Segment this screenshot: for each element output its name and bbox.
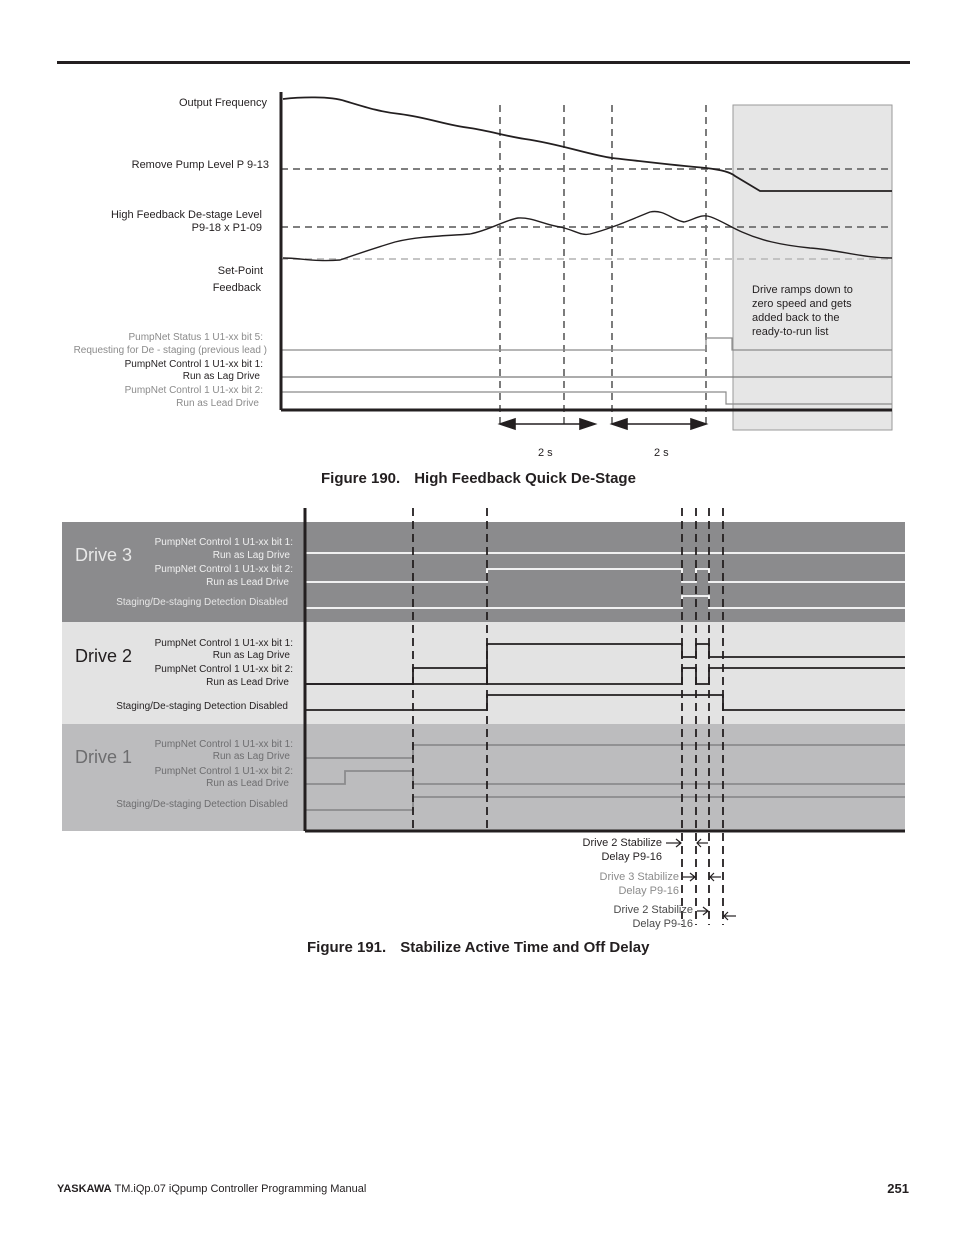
interval-label-2: 2 s xyxy=(654,447,669,459)
drive2-lag-label-2: Run as Lag Drive xyxy=(212,650,290,661)
drive3-lag-label-2: Run as Lag Drive xyxy=(212,550,290,561)
status-bit5-label-2: Requesting for De - staging (previous lead ) xyxy=(73,345,267,356)
setpoint-label: Set-Point xyxy=(217,265,263,277)
status-bit5-label-1: PumpNet Status 1 U1-xx bit 5: xyxy=(128,332,263,343)
lag-drive-label-2: Run as Lag Drive xyxy=(182,371,260,382)
drive3-lead-label-2: Run as Lead Drive xyxy=(206,577,289,588)
drive1-lag-label-1: PumpNet Control 1 U1-xx bit 1: xyxy=(154,739,293,750)
high-feedback-label-1: High Feedback De-stage Level xyxy=(110,209,262,221)
figure-190 xyxy=(0,80,954,487)
delay-c-label-2: Delay P9-16 xyxy=(632,918,693,930)
drive2-lead-label-1: PumpNet Control 1 U1-xx bit 2: xyxy=(154,664,293,675)
footer-brand: YASKAWA xyxy=(57,1183,112,1195)
high-feedback-label-2: P9-18 x P1-09 xyxy=(191,222,262,234)
ramp-down-note: Drive ramps down to zero speed and gets added back to the ready-to-run list xyxy=(752,284,853,338)
lead-drive-label-1: PumpNet Control 1 U1-xx bit 2: xyxy=(124,385,263,396)
delay-b-label-2: Delay P9-16 xyxy=(618,885,679,897)
delay-a-label-2: Delay P9-16 xyxy=(601,851,662,863)
drive2-staging-label: Staging/De-staging Detection Disabled xyxy=(116,701,288,712)
figure-190-diagram xyxy=(0,80,954,470)
drive1-staging-label: Staging/De-staging Detection Disabled xyxy=(116,799,288,810)
drive1-lag-label-2: Run as Lag Drive xyxy=(212,751,290,762)
figure-191-diagram xyxy=(0,500,954,940)
lag-drive-label-1: PumpNet Control 1 U1-xx bit 1: xyxy=(124,359,263,370)
drive3-title: Drive 3 xyxy=(75,545,133,565)
footer-manual-title xyxy=(57,1183,366,1195)
header-rule xyxy=(57,61,910,64)
interval-label-1: 2 s xyxy=(538,447,553,459)
drive2-title: Drive 2 xyxy=(75,646,133,666)
output-frequency-label: Output Frequency xyxy=(178,97,267,109)
feedback-label: Feedback xyxy=(212,282,261,294)
interval-arrows xyxy=(500,419,706,429)
drive1-lead-label-2: Run as Lead Drive xyxy=(206,778,289,789)
drive3-lead-label-1: PumpNet Control 1 U1-xx bit 2: xyxy=(154,564,293,575)
delay-b-label-1: Drive 3 Stabilize xyxy=(599,871,679,883)
drive1-lead-label-1: PumpNet Control 1 U1-xx bit 2: xyxy=(154,766,293,777)
drive2-lead-label-2: Run as Lead Drive xyxy=(206,677,289,688)
remove-pump-level-label: Remove Pump Level P 9-13 xyxy=(131,159,269,171)
time-markers xyxy=(500,105,706,428)
footer-manual: TM.iQp.07 iQpump Controller Programming Manual xyxy=(114,1183,367,1195)
drive3-lag-label-1: PumpNet Control 1 U1-xx bit 1: xyxy=(154,537,293,548)
figure-191-caption: Figure 191. Stabilize Active Time and Off Delay xyxy=(307,939,650,956)
ramp-down-region xyxy=(733,105,892,430)
drive3-staging-label: Staging/De-staging Detection Disabled xyxy=(116,597,288,608)
delay-c-label-1: Drive 2 Stabilize xyxy=(613,904,693,916)
lead-drive-label-2: Run as Lead Drive xyxy=(176,398,259,409)
figure-191 xyxy=(0,500,954,956)
page-number: 251 xyxy=(887,1181,909,1196)
drive2-lag-label-1: PumpNet Control 1 U1-xx bit 1: xyxy=(154,638,293,649)
drive1-title: Drive 1 xyxy=(75,747,133,767)
figure-190-caption: Figure 190. High Feedback Quick De-Stage xyxy=(321,470,636,487)
delay-a-label-1: Drive 2 Stabilize xyxy=(582,837,662,849)
